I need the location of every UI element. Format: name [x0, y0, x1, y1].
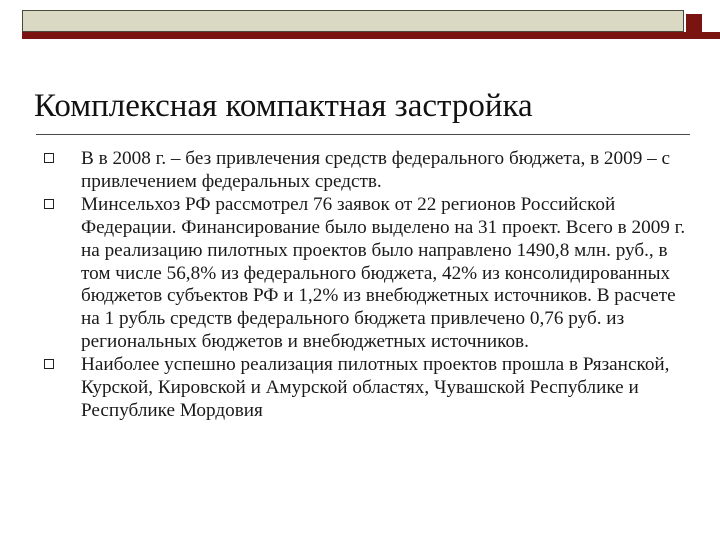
bullet-text: В в 2008 г. – без привлечения средств федерального бюджета, в 2009 – с привлечением федеральных средств. — [81, 148, 671, 192]
header-band — [22, 10, 684, 32]
header-accent-rule — [22, 32, 720, 39]
header-corner-block — [686, 14, 702, 32]
bullet-text: Минсельхоз РФ рассмотрел 76 заявок от 22 регионов Российской Федерации. Финансирование было выделено на 31 проект. Всего в 2009 г. на реализацию пилотных проектов было направлено 1490,8 млн. руб., в том числе 56,8% из федерального бюджета, 42% из консолидированных бюджетов субъектов РФ и 1,2% из внебюджетных источников. В расчете на 1 рубль средств федерального бюджета привлечено 0,76 руб. из региональных бюджетов и внебюджетных источников. — [81, 193, 686, 353]
bullet-text: Наиболее успешно реализация пилотных проектов прошла в Рязанской, Курской, Кировской и Амурской областях, Чувашской Республике и Республике Мордовия — [81, 354, 670, 421]
square-bullet-icon — [44, 199, 54, 209]
square-bullet-icon — [44, 359, 54, 369]
square-bullet-icon — [44, 153, 54, 163]
title-underline — [36, 134, 690, 135]
bullet-item — [44, 194, 689, 354]
bullet-list — [44, 148, 689, 423]
bullet-item — [44, 354, 689, 423]
bullet-item — [44, 148, 689, 194]
slide-title: Комплексная компактная застройка — [34, 88, 533, 124]
